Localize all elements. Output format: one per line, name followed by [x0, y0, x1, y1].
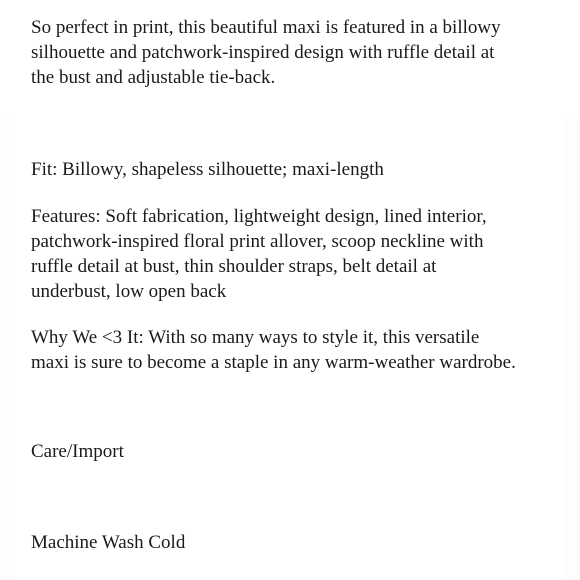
- intro-line: silhouette and patchwork-inspired design with ruffle detail at: [31, 42, 495, 63]
- intro-line: the bust and adjustable tie-back.: [31, 67, 276, 88]
- care-import-heading: Care/Import: [31, 441, 124, 462]
- fit-paragraph: [31, 157, 384, 182]
- features-line: patchwork-inspired floral print allover, scoop neckline with: [31, 231, 484, 252]
- why-line: maxi is sure to become a staple in any warm-weather wardrobe.: [31, 352, 516, 373]
- intro-line: So perfect in print, this beautiful maxi is featured in a billowy: [31, 17, 501, 38]
- fit-line: Fit: Billowy, shapeless silhouette; maxi-length: [31, 159, 384, 180]
- features-line: ruffle detail at bust, thin shoulder straps, belt detail at: [31, 256, 437, 277]
- why-line: Why We <3 It: With so many ways to style it, this versatile: [31, 327, 480, 348]
- features-line: Features: Soft fabrication, lightweight design, lined interior,: [31, 206, 487, 227]
- features-line: underbust, low open back: [31, 281, 227, 302]
- why-we-love-it-paragraph: [31, 325, 516, 375]
- intro-paragraph: [31, 15, 501, 90]
- care-instruction: Machine Wash Cold: [31, 532, 186, 553]
- features-paragraph: [31, 204, 487, 304]
